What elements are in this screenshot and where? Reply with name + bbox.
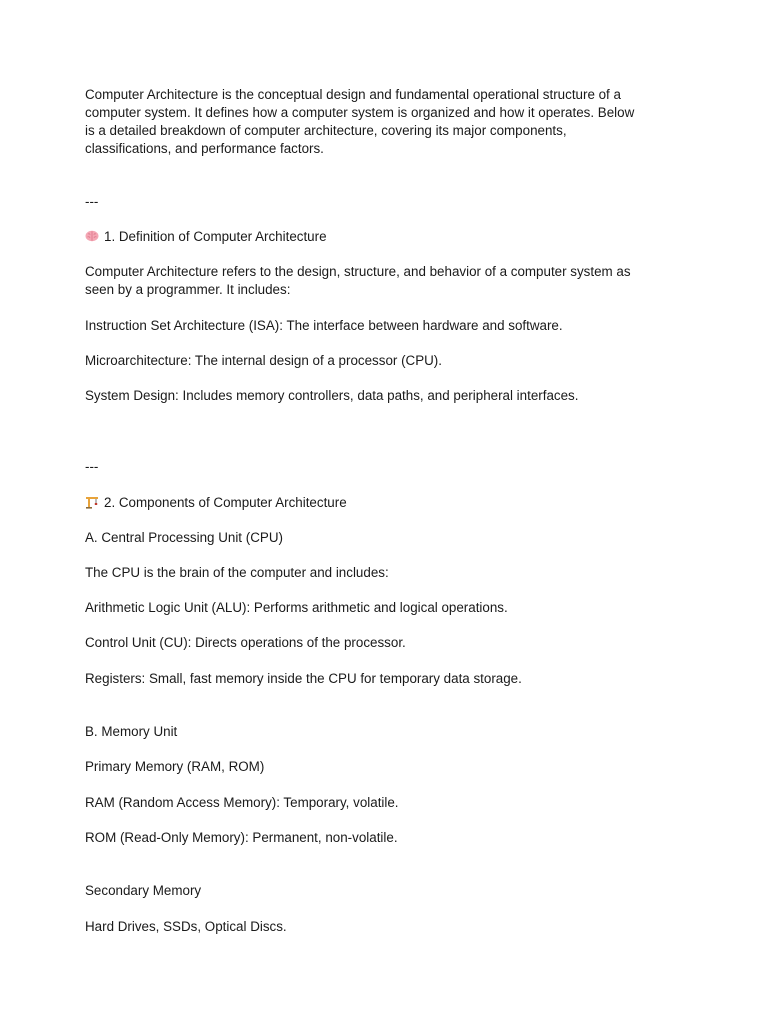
intro-line: classifications, and performance factors. [85, 141, 324, 156]
separator: --- [85, 459, 99, 474]
primary-memory-label: Primary Memory (RAM, ROM) [85, 759, 265, 774]
cpu-item: Registers: Small, fast memory inside the CPU for temporary data storage. [85, 671, 522, 686]
intro-line: is a detailed breakdown of computer architecture, covering its major components, [85, 123, 567, 138]
intro-line: computer system. It defines how a computer system is organized and how it operates. Below [85, 105, 635, 120]
description-line: seen by a programmer. It includes: [85, 282, 291, 297]
section-2-heading [85, 494, 645, 512]
cpu-title: A. Central Processing Unit (CPU) [85, 530, 283, 545]
intro-line: Computer Architecture is the conceptual design and fundamental operational structure of a [85, 87, 621, 102]
section-1-heading [85, 228, 645, 246]
definition-item: Microarchitecture: The internal design of a processor (CPU). [85, 353, 442, 368]
separator: --- [85, 194, 99, 209]
memory-item: RAM (Random Access Memory): Temporary, volatile. [85, 795, 399, 810]
cpu-intro: The CPU is the brain of the computer and includes: [85, 565, 389, 580]
construction-crane-icon [85, 495, 99, 509]
cpu-item: Arithmetic Logic Unit (ALU): Performs arithmetic and logical operations. [85, 600, 508, 615]
memory-title: B. Memory Unit [85, 724, 178, 739]
secondary-memory-label: Secondary Memory [85, 883, 202, 898]
section-2-title: 2. Components of Computer Architecture [104, 495, 347, 510]
description-line: Computer Architecture refers to the design, structure, and behavior of a computer system as [85, 264, 631, 279]
memory-item: Hard Drives, SSDs, Optical Discs. [85, 919, 287, 934]
brain-icon [85, 229, 99, 241]
definition-item: Instruction Set Architecture (ISA): The interface between hardware and software. [85, 318, 563, 333]
section-1-description [85, 263, 645, 299]
intro-paragraph [85, 86, 645, 158]
memory-item: ROM (Read-Only Memory): Permanent, non-volatile. [85, 830, 398, 845]
section-1-title: 1. Definition of Computer Architecture [104, 229, 327, 244]
definition-item: System Design: Includes memory controllers, data paths, and peripheral interfaces. [85, 388, 579, 403]
cpu-item: Control Unit (CU): Directs operations of the processor. [85, 635, 406, 650]
